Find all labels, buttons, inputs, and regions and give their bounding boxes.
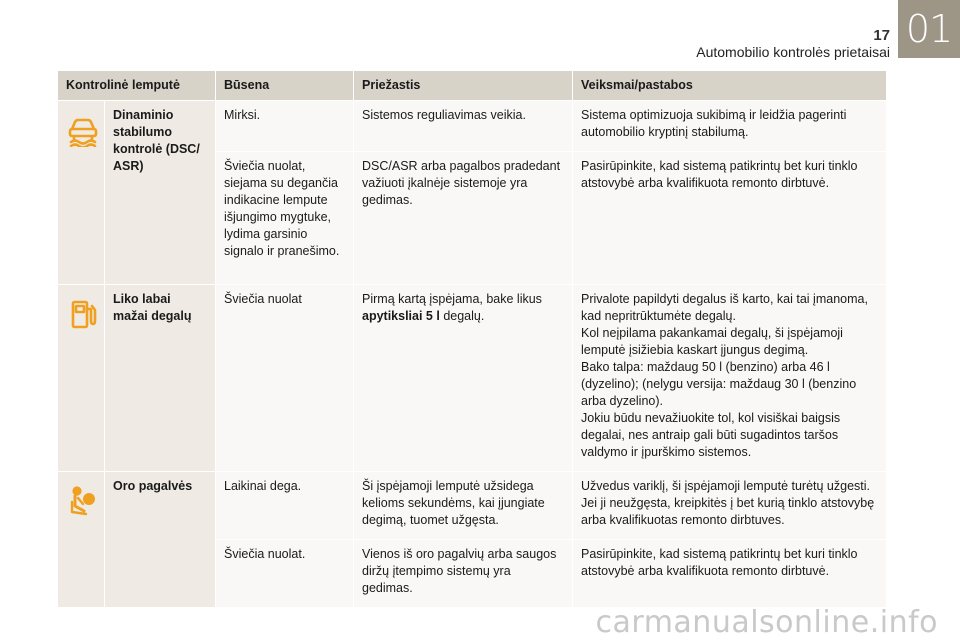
warning-lights-table — [57, 70, 887, 608]
action-cell: Pasirūpinkite, kad sistemą patikrintų bet kuri tinklo atstovybė arba kvalifikuota remonto dirbtuvė. — [573, 152, 886, 284]
action-cell: Užvedus variklį, ši įspėjamoji lemputė turėtų užgesti. Jei ji neužgęsta, kreipkitės į bet kurią tinklo atstovybę arba kvalifikuotas remonto dirbtuves. — [573, 472, 886, 539]
cause-cell: Vienos iš oro pagalvių arba saugos diržų įtempimo sistemų yra gedimas. — [354, 540, 572, 607]
page-number: 17 — [873, 27, 890, 44]
table-row — [58, 101, 886, 151]
state-cell: Šviečia nuolat. — [216, 540, 353, 607]
cause-cell: DSC/ASR arba pagalbos pradedant važiuoti įkalnėje sistemoje yra gedimas. — [354, 152, 572, 284]
stability-control-icon — [66, 113, 100, 147]
column-header-lamp: Kontrolinė lemputė — [58, 71, 215, 100]
cause-text-end: degalų. — [443, 309, 485, 323]
column-header-state: Būsena — [216, 71, 353, 100]
section-title: Automobilio kontrolės prietaisai — [696, 44, 890, 60]
cause-cell: Ši įspėjamoji lemputė užsidega kelioms sekundėms, kai įjungiate degimą, tuomet užgęsta. — [354, 472, 572, 539]
action-line: Kol neįpilama pakankamai degalų, ši įspėjamoji lemputė įsižiebia kaskart įjungus degimą. — [581, 326, 843, 357]
state-cell: Šviečia nuolat, siejama su degančia indikacine lempute išjungimo mygtuke, lydima garsinio signalo ir pranešimo. — [216, 152, 353, 284]
table-row — [58, 472, 886, 539]
watermark: carmanualsonline.info — [595, 605, 938, 640]
action-line: Jokiu būdu nevažiuokite tol, kol visiškai baigsis degalai, nes antraip gali būti sugadintos taršos valdymo ir įpurškimo sistemos. — [581, 411, 841, 459]
airbag-icon — [66, 484, 100, 518]
icon-cell — [58, 472, 104, 607]
action-cell: Pasirūpinkite, kad sistemą patikrintų bet kuri tinklo atstovybė arba kvalifikuota remonto dirbtuvė. — [573, 540, 886, 607]
cause-cell — [354, 285, 572, 471]
lamp-name: Dinaminio stabilumo kontrolė (DSC/ ASR) — [105, 101, 215, 284]
column-header-action: Veiksmai/pastabos — [573, 71, 886, 100]
action-cell: Sistema optimizuoja sukibimą ir leidžia pagerinti automobilio kryptinį stabilumą. — [573, 101, 886, 151]
table-header-row — [58, 71, 886, 100]
action-line: Bako talpa: maždaug 50 l (benzino) arba 46 l (dyzelino); (nelygu versija: maždaug 30 l (benzino arba dyzelino). — [581, 360, 857, 408]
cause-cell: Sistemos reguliavimas veikia. — [354, 101, 572, 151]
lamp-name: Liko labai mažai degalų — [105, 285, 215, 471]
fuel-pump-icon — [66, 297, 100, 331]
lamp-name: Oro pagalvės — [105, 472, 215, 607]
action-line: Privalote papildyti degalus iš karto, kai tai įmanoma, kad nepritrūktumėte degalų. — [581, 292, 868, 323]
state-cell: Šviečia nuolat — [216, 285, 353, 471]
cause-text: Pirmą kartą įspėjama, bake likus — [362, 292, 542, 306]
state-cell: Mirksi. — [216, 101, 353, 151]
table-row — [58, 285, 886, 471]
icon-cell — [58, 285, 104, 471]
column-header-cause: Priežastis — [354, 71, 572, 100]
action-cell — [573, 285, 886, 471]
icon-cell — [58, 101, 104, 284]
state-cell: Laikinai dega. — [216, 472, 353, 539]
fuel-amount: apytiksliai 5 l — [362, 309, 440, 323]
chapter-tab[interactable]: 01 — [898, 0, 960, 58]
